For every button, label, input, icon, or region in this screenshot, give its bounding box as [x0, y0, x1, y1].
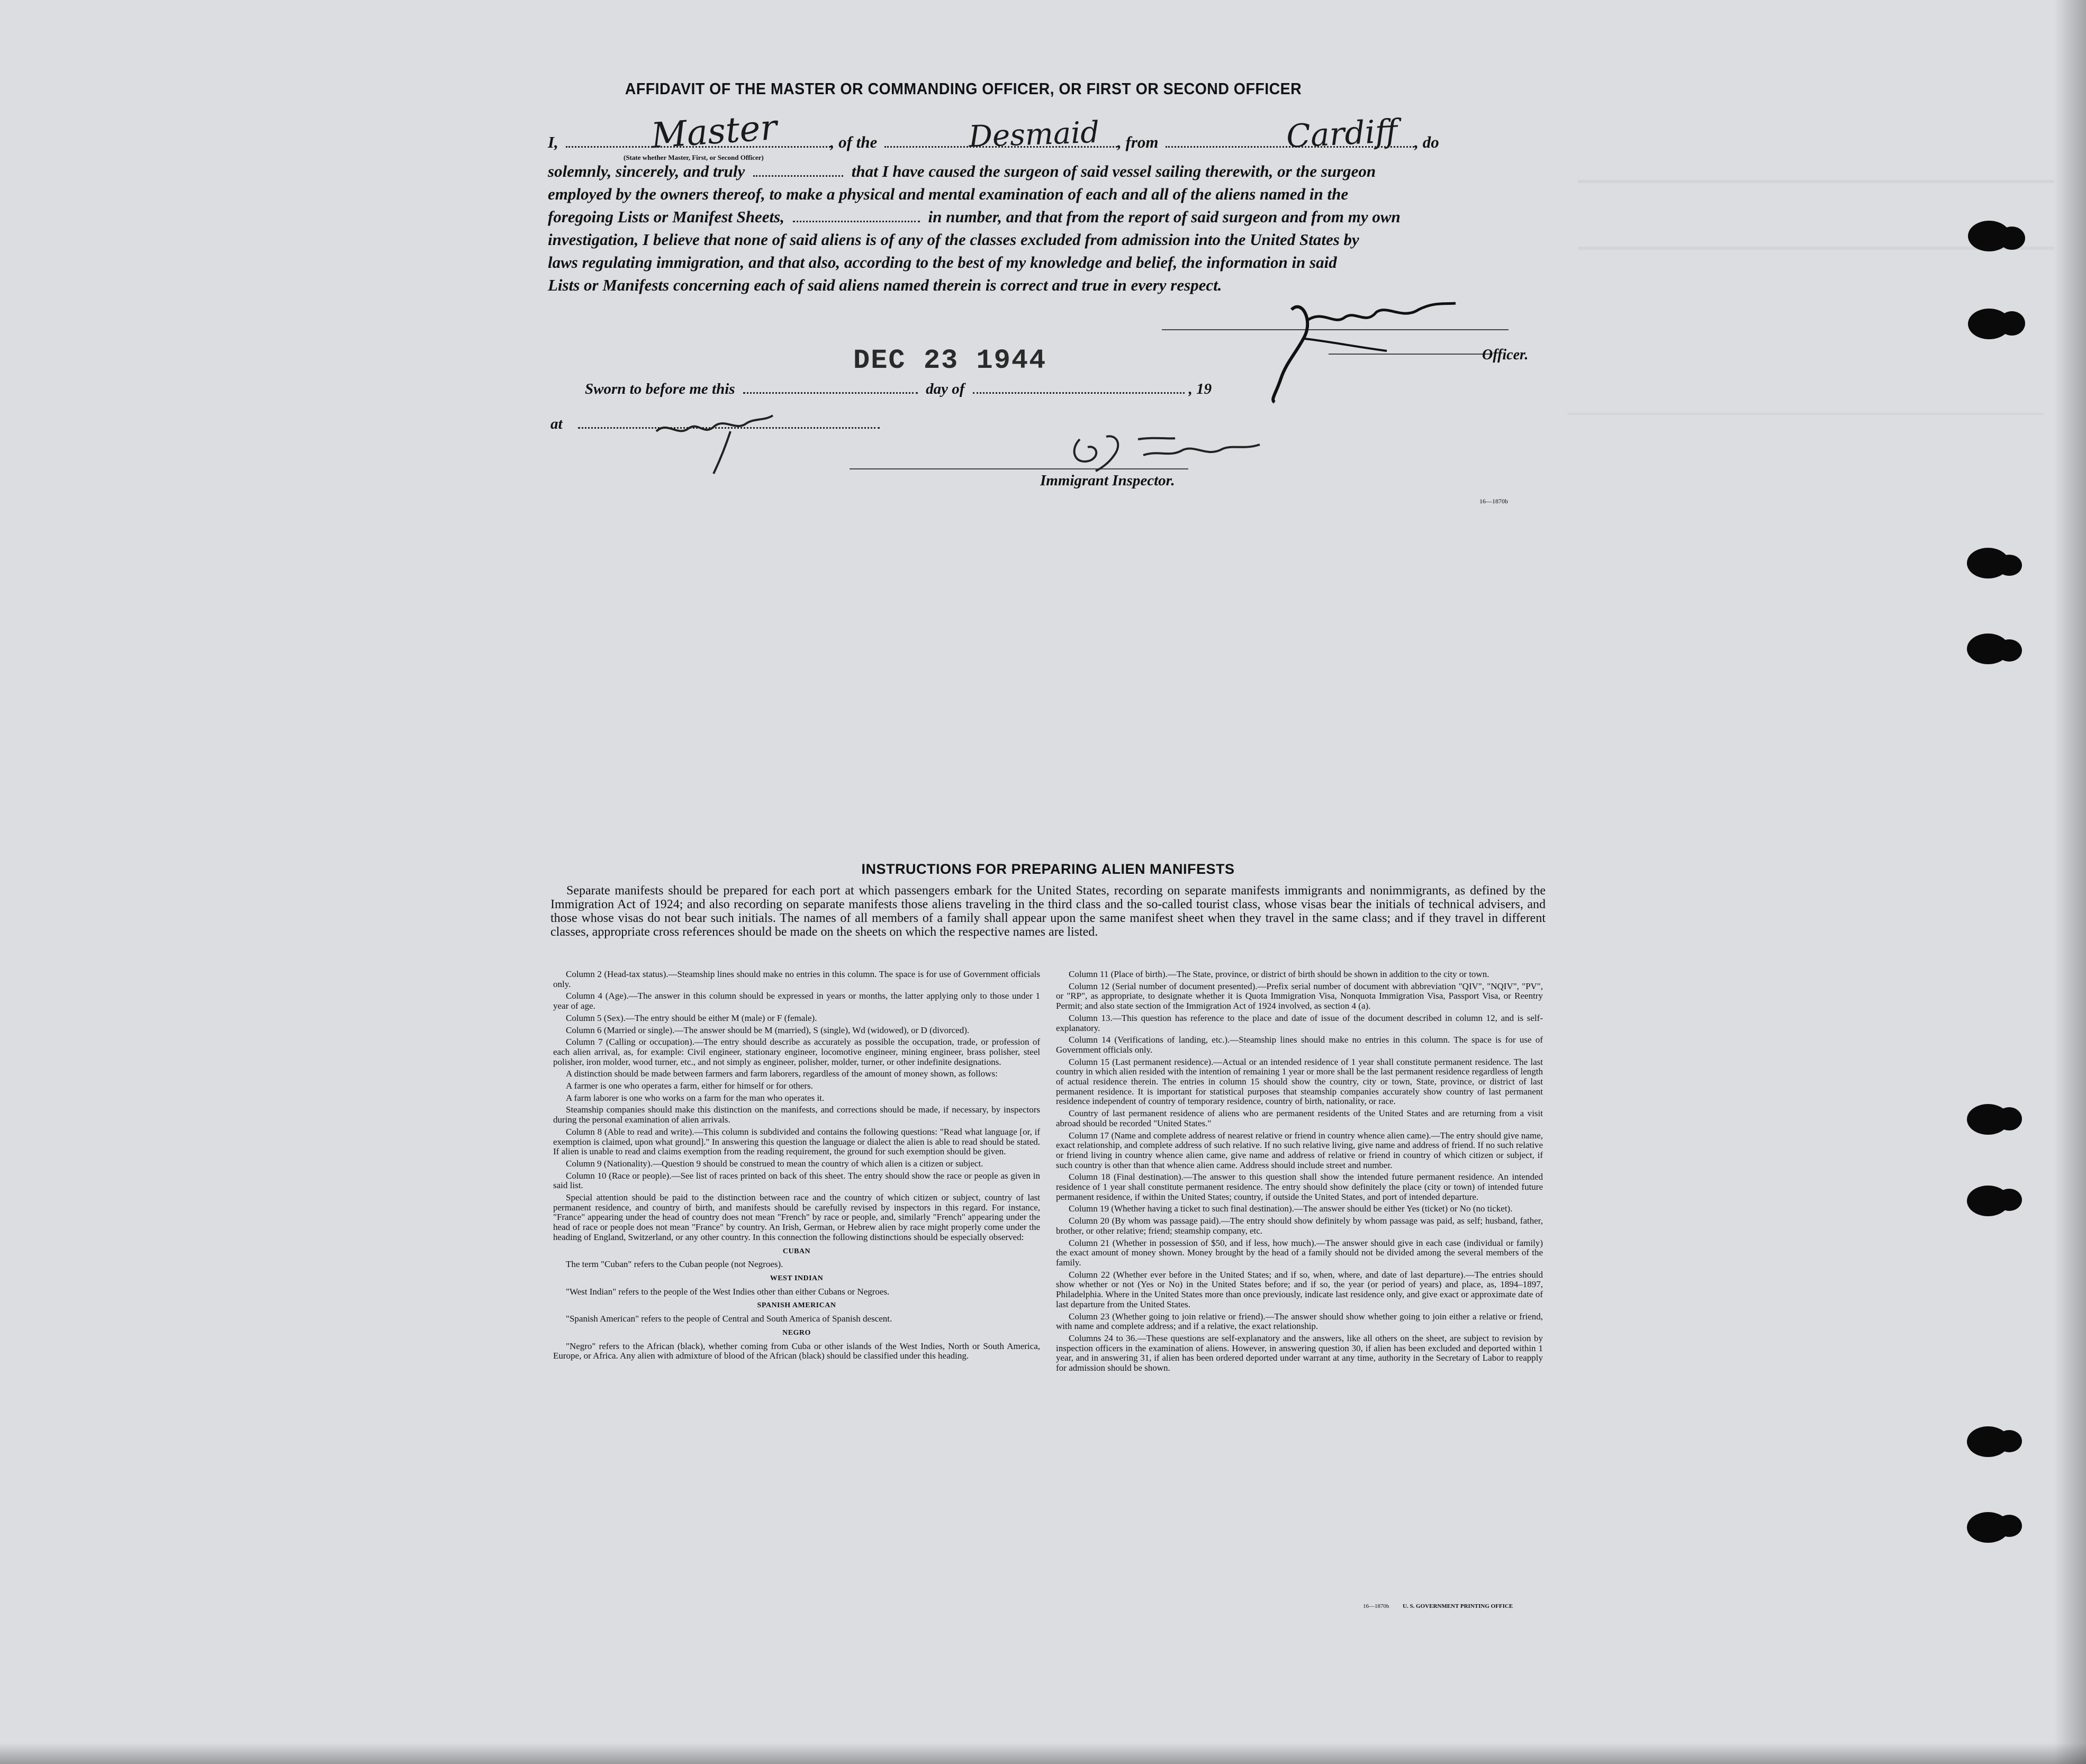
section-paragraph: The term "Cuban" refers to the Cuban people (not Negroes).	[566, 1259, 783, 1270]
date-stamp: DEC 23 1944	[853, 345, 1047, 376]
affidavit-line-7: Lists or Manifests concerning each of said aliens named therein is correct and true in every respect.	[548, 276, 1222, 294]
at-signature	[651, 400, 778, 479]
sworn-day-blank	[743, 392, 918, 394]
affidavit-i: I,	[548, 133, 558, 151]
affidavit-line-6: laws regulating immigration, and that also, according to the best of my knowledge and belief, the information in said	[548, 253, 1337, 272]
instructions-intro: Separate manifests should be prepared for each port at which passengers embark for the United States, recording on separate manifests immigrants and nonimmigrants, as defined by the Immigration Act of 1924; and also recording on separate manifests those aliens traveling in the third class and the so-called tourist class, whose visas bear the initials of technical advisers, and those whose visas do not bear such initials. The names of all members of a family shall appear upon the same manifest sheet when they travel in the same class; and if they travel in different classes, appropriate cross references should be made on the sheets on which the respective names are listed.	[550, 884, 1546, 939]
instructions-right-column	[1056, 970, 1543, 1376]
sworn-text: Sworn to before me this	[585, 381, 735, 397]
punch-hole	[1999, 227, 2025, 250]
instruction-paragraph: Column 9 (Nationality).—Question 9 should be construed to mean the country of which alien is a citizen or subject.	[566, 1158, 983, 1169]
instruction-paragraph: Country of last permanent residence of aliens who are permanent residents of the United States and are returning from a visit abroad should be recorded "United States."	[1056, 1108, 1543, 1128]
instruction-paragraph: Column 5 (Sex).—The entry should be either M (male) or F (female).	[566, 1012, 817, 1023]
officer-label: Officer.	[1482, 347, 1529, 363]
affidavit-text: foregoing Lists or Manifest Sheets,	[548, 207, 784, 226]
officer-line	[1329, 354, 1493, 355]
instruction-paragraph: Column 18 (Final destination).—The answer to this question shall show the intended future permanent residence. An intended residence of 1 year shall constitute permanent residence. The entry should show definitely the place (city or town) of intended future permanent residence, if within the United States; country, if outside the United States, and port of intended departure.	[1056, 1172, 1543, 1202]
instruction-paragraph: Column 19 (Whether having a ticket to such final destination).—The answer should be either Yes (ticket) or No (no ticket).	[1069, 1204, 1513, 1214]
affidavit-text: solemnly, sincerely, and truly	[548, 162, 745, 180]
printer-imprint: U. S. GOVERNMENT PRINTING OFFICE	[1403, 1603, 1513, 1609]
section-paragraph: "West Indian" refers to the people of the West Indies other than either Cubans or Negroes.	[566, 1286, 890, 1297]
instruction-paragraph: Column 15 (Last permanent residence).—Actual or an intended residence of 1 year shall constitute permanent residence. The last country in which alien resided with the intention of remaining 1 year or more shall be the last permanent residence regardless of length of actual residence therein. The entries in column 15 should show the country, city or town, State, province, or district of last permanent residence. It is important for statistical purposes that steamship companies accurately show country of last permanent residence independent of country of temporary residence, country of birth, nationality, or race.	[1056, 1056, 1543, 1107]
instruction-paragraph: Steamship companies should make this distinction on the manifests, and corrections should be made, if necessary, by inspectors during the personal examination of alien arrivals.	[553, 1105, 1040, 1125]
rank-handwritten: Master	[649, 106, 779, 157]
instructions-left-column	[553, 970, 1040, 1363]
punch-hole	[1997, 555, 2022, 576]
instruction-paragraph: A farm laborer is one who works on a farm for the man who operates it.	[566, 1092, 825, 1103]
affidavit-of-the: , of the	[830, 133, 878, 151]
instruction-paragraph: Column 4 (Age).—The answer in this column should be expressed in years or months, the latter applying only to those under 1 year of age.	[553, 991, 1040, 1011]
count-blank	[793, 221, 920, 222]
inspector-signature	[1064, 423, 1286, 476]
instruction-paragraph: Column 20 (By whom was passage paid).—The entry should show definitely by whom passage was paid, as self; husband, father, brother, or other relative; friend; steamship company, etc.	[1056, 1216, 1543, 1236]
instruction-paragraph: A farmer is one who operates a farm, either for himself or for others.	[566, 1081, 813, 1091]
instruction-paragraph: Special attention should be paid to the distinction between race and the country of which citizen or subject, country of last permanent residence, and country of birth, and manifests should be carefully revised by inspectors in this regard. For instance, "France" appearing under the head of country does not mean "French" by race or people, and, similarly "French" appearing under the head of race or people does not mean "France" by country. An Irish, German, or Hebrew alien by race might properly come under the heading of England, Switzerland, or any other country. In this connection the following distinctions should be especially observed:	[553, 1192, 1040, 1242]
section-heading: NEGRO	[782, 1328, 811, 1337]
punch-hole	[1997, 639, 2022, 662]
instructions-title: INSTRUCTIONS FOR PREPARING ALIEN MANIFESTS	[861, 861, 1235, 877]
section-heading: WEST INDIAN	[770, 1274, 824, 1282]
instruction-paragraph: Column 12 (Serial number of document presented).—Prefix serial number of document with abbreviation "QIV", "NQIV", "PV", or "RP", as appropriate, to designate whether it is Quota Immigration Visa, Nonquota Immigration Visa, Passport Visa, or Reentry Permit; and also state section of the Immigration Act of 1924 involved, as section 4 (a).	[1056, 981, 1543, 1011]
affidavit-line-3: employed by the owners thereof, to make a physical and mental examination of each and all of the aliens named in the	[548, 185, 1349, 203]
punch-hole	[1997, 1515, 2022, 1537]
sworn-line	[585, 378, 1580, 400]
affidavit-do: , do	[1414, 133, 1439, 151]
affidavit-line-4	[548, 206, 1543, 228]
vessel-handwritten: Desmaid	[968, 115, 1100, 155]
instruction-paragraph: Column 8 (Able to read and write).—This column is subdivided and contains the following questions: "Read what language [or, if exemption is claimed, upon what ground]." In answering this question the language or dialect the alien is able to read should be stated. If alien is unable to read and claims exemption from the reading requirement, the ground for such exemption should be given.	[553, 1126, 1040, 1157]
form-number-footer: 16—1870b	[1363, 1603, 1389, 1609]
instruction-paragraph: Column 13.—This question has reference to the place and date of issue of the document described in column 12, and is self-explanatory.	[1056, 1012, 1543, 1033]
oath-blank	[753, 175, 843, 177]
section-paragraph: "Negro" refers to the African (black), whether coming from Cuba or other islands of the West Indies, North or South America, Europe, or Africa. Any alien with admixture of blood of the African (black) should be classified under this heading.	[553, 1341, 1040, 1361]
instruction-paragraph: Column 6 (Married or single).—The answer should be M (married), S (single), Wd (widowed), or D (divorced).	[566, 1025, 970, 1035]
instruction-paragraph: Column 7 (Calling or occupation).—The entry should describe as accurately as possible the occupation, trade, or profession of each alien arrival, as, for example: Civil engineer, stationary engineer, locomotive engineer, mining engineer, brass polisher, steel polisher, iron molder, wood turner, etc., and not simply as engineer, polisher, molder, turner, or other indefinite designations.	[553, 1037, 1040, 1067]
affidavit-text: in number, and that from the report of said surgeon and from my own	[928, 207, 1401, 226]
punch-hole	[1997, 1430, 2022, 1452]
page-edge-shadow	[0, 1743, 2086, 1764]
instruction-paragraph: A distinction should be made between farmers and farm laborers, regardless of the amount of money shown, as follows:	[566, 1069, 998, 1079]
affidavit-line-5: investigation, I believe that none of said aliens is of any of the classes excluded from admission into the United States by	[548, 230, 1359, 249]
punch-hole	[1997, 1189, 2022, 1211]
inspector-label: Immigrant Inspector.	[1040, 472, 1175, 489]
form-number: 16—1870b	[1479, 497, 1508, 505]
instruction-paragraph: Column 22 (Whether ever before in the United States; and if so, when, where, and date of last departure).—The entries should show whether or not (Yes or No) in the United States before; and if so, the year (or period of years) and place, as, 1894–1897, Philadelphia. Where in the United States more than once previously, indicate last residence only, and give exact or approximate date of last departure from the United States.	[1056, 1269, 1543, 1309]
affidavit-text: that I have caused the surgeon of said vessel sailing therewith, or the surgeon	[851, 162, 1376, 180]
instruction-paragraph: Column 23 (Whether going to join relative or friend).—The answer should show whether going to join either a relative or friend, with name and complete address; and if a relative, the exact relationship.	[1056, 1311, 1543, 1332]
sworn-text: , 19	[1188, 381, 1212, 397]
instruction-paragraph: Column 21 (Whether in possession of $50, and if less, how much).—The answer should give in each case (individual or family) the exact amount of money shown. Money brought by the head of a family should not be divided among the several members of the family.	[1056, 1237, 1543, 1268]
sworn-text: day of	[926, 381, 965, 397]
affidavit-title: AFFIDAVIT OF THE MASTER OR COMMANDING OFFICER, OR FIRST OR SECOND OFFICER	[625, 79, 1302, 98]
at-label: at	[550, 415, 563, 432]
section-heading: SPANISH AMERICAN	[757, 1301, 836, 1310]
instruction-paragraph: Column 10 (Race or people).—See list of races printed on back of this sheet. The entry should show the race or people as given in said list.	[553, 1170, 1040, 1191]
punch-hole	[1999, 311, 2025, 336]
page-edge-shadow	[2054, 0, 2086, 1764]
instruction-paragraph: Column 11 (Place of birth).—The State, province, or district of birth should be shown in addition to the city or town.	[1069, 969, 1489, 979]
affidavit-from: , from	[1117, 133, 1159, 151]
instruction-paragraph: Column 14 (Verifications of landing, etc.).—Steamship lines should make no entries in this column. The space is for use of Government officials only.	[1056, 1035, 1543, 1055]
instruction-paragraph: Columns 24 to 36.—These questions are self-explanatory and the answers, like all others on the sheet, are subject to revision by inspection officers in the examination of aliens. However, in answering question 30, if alien has been excluded and deported within 1 year, and in answering 31, if alien has been ordered deported under warrant at any time, authority in the Secretary of Labor to reapply for admission should be shown.	[1056, 1333, 1543, 1373]
port-handwritten: Cardiff	[1285, 112, 1399, 156]
sworn-month-blank	[973, 392, 1185, 394]
rank-note: (State whether Master, First, or Second Officer)	[624, 153, 764, 161]
instruction-paragraph: Column 17 (Name and complete address of nearest relative or friend in country whence alien came).—The entry should give name, exact relationship, and complete address of such relative. If no such relative living, give name and address of friend. If no such relative or friend living in country whence alien came, give name and address of relative or friend in country of which citizen or subject, if such country is other than that whence alien came. Address should include street and number.	[1056, 1130, 1543, 1170]
section-heading: CUBAN	[782, 1247, 811, 1255]
section-paragraph: "Spanish American" refers to the people of Central and South America of Spanish descent.	[566, 1314, 892, 1324]
instruction-paragraph: Column 2 (Head-tax status).—Steamship lines should make no entries in this column. The space is for use of Government officials only.	[553, 969, 1040, 989]
affidavit-line-2	[548, 160, 1543, 183]
punch-hole	[1997, 1107, 2022, 1130]
bleed-through-rule	[1567, 413, 2044, 436]
